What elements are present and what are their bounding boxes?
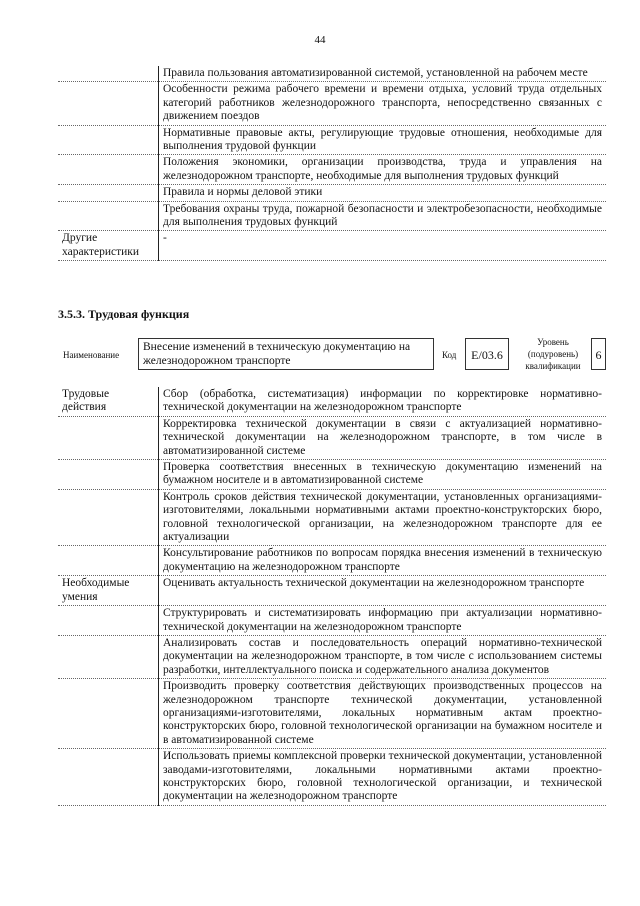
row-text: -: [159, 231, 607, 261]
row-text: Структурировать и систематизировать информацию при актуализации нормативно-технической документации на железнодорожном транспорте: [159, 606, 607, 636]
table-row: [58, 576, 606, 606]
row-text: Производить проверку соответствия действующих производственных процессов на железнодорожном транспорте технической документации, установленной организациями-изготовителями, локальных нормативным актам проектно-конструкторских бюро, головной технологической организации на бумажном носителе и в автоматизированной системе: [159, 679, 607, 749]
row-label: [58, 416, 159, 459]
page-number: 44: [314, 34, 326, 46]
row-label: [58, 606, 159, 636]
row-label: [58, 635, 159, 678]
section-heading: 3.5.3. Трудовая функция: [58, 307, 190, 321]
function-code: E/03.6: [465, 338, 509, 370]
table-row: [58, 749, 606, 806]
level-label: Уровень (подуровень) квалификации: [525, 337, 581, 371]
row-label: [58, 201, 159, 231]
row-text: Сбор (обработка, систематизация) информации по корректировке нормативно-технической документации на железнодорожном транспорте: [159, 387, 607, 416]
qualification-level: 6: [591, 338, 606, 370]
table-row: [58, 606, 606, 636]
row-label: [58, 749, 159, 806]
row-label: [58, 679, 159, 749]
row-text: Требования охраны труда, пожарной безопасности и электробезопасности, необходимые для выполнения трудовых функций: [159, 201, 607, 231]
table-row: [58, 460, 606, 490]
table-row: [58, 82, 606, 125]
row-label: [58, 185, 159, 201]
row-text: Правила и нормы деловой этики: [159, 185, 607, 201]
table-row: [58, 416, 606, 459]
function-name: Внесение изменений в техническую документацию на железнодорожном транспорте: [138, 338, 434, 370]
row-label: [58, 155, 159, 185]
table-row: [58, 201, 606, 231]
row-text: Консультирование работников по вопросам порядка внесения изменений в техническую документацию на железнодорожном транспорте: [159, 546, 607, 576]
row-text: Анализировать состав и последовательность операций нормативно-технической документации на железнодорожном транспорте, в том числе с использованием системы разработки, интеллектуального поиска и содержательного анализа документов: [159, 635, 607, 678]
row-text: Правила пользования автоматизированной системой, установленной на рабочем месте: [159, 66, 607, 82]
table-row: [58, 387, 606, 416]
row-label: [58, 125, 159, 155]
row-label: Необходимые умения: [58, 576, 159, 606]
row-text: Положения экономики, организации производства, труда и управления на железнодорожном транспорте, необходимые для выполнения трудовых функций: [159, 155, 607, 185]
table-row: [58, 635, 606, 678]
function-table: [58, 387, 606, 806]
table-row: [58, 546, 606, 576]
row-text: Оценивать актуальность технической документации на железнодорожном транспорте: [159, 576, 607, 606]
row-text: Контроль сроков действия технической документации, установленных организациями-изготовителями, локальными нормативными актами проектно-конструкторских бюро, головной технологической организации, на железнодорожном транспорте для ее актуализации: [159, 489, 607, 546]
row-text: Проверка соответствия внесенных в техническую документацию изменений на бумажном носителе и в автоматизированной системе: [159, 460, 607, 490]
code-label: Код: [442, 350, 457, 360]
row-label: [58, 66, 159, 82]
table-row: [58, 155, 606, 185]
table-row: [58, 679, 606, 749]
table-row: [58, 231, 606, 261]
row-label: Трудовые действия: [58, 387, 159, 416]
function-header: [58, 336, 606, 376]
name-label: Наименование: [63, 350, 120, 360]
row-text: Нормативные правовые акты, регулирующие трудовые отношения, необходимые для выполнения трудовой функции: [159, 125, 607, 155]
table-row: [58, 489, 606, 546]
row-label: [58, 82, 159, 125]
row-label: [58, 489, 159, 546]
row-text: Особенности режима рабочего времени и времени отдыха, условий труда отдельных категорий работников железнодорожного транспорта, непосредственно связанных с движением поездов: [159, 82, 607, 125]
row-label: [58, 460, 159, 490]
table-row: [58, 66, 606, 82]
table-row: [58, 125, 606, 155]
row-label: Другие характеристики: [58, 231, 159, 261]
knowledge-table: [58, 66, 606, 261]
row-text: Использовать приемы комплексной проверки технической документации, установленной заводами-изготовителями, локальными нормативными актами проектно-конструкторских бюро, головной технологической организации, и технической документации на железнодорожном транспорте: [159, 749, 607, 806]
row-label: [58, 546, 159, 576]
row-text: Корректировка технической документации в связи с актуализацией нормативно-технической документации на железнодорожном транспорте, в том числе в автоматизированной системе: [159, 416, 607, 459]
table-row: [58, 185, 606, 201]
